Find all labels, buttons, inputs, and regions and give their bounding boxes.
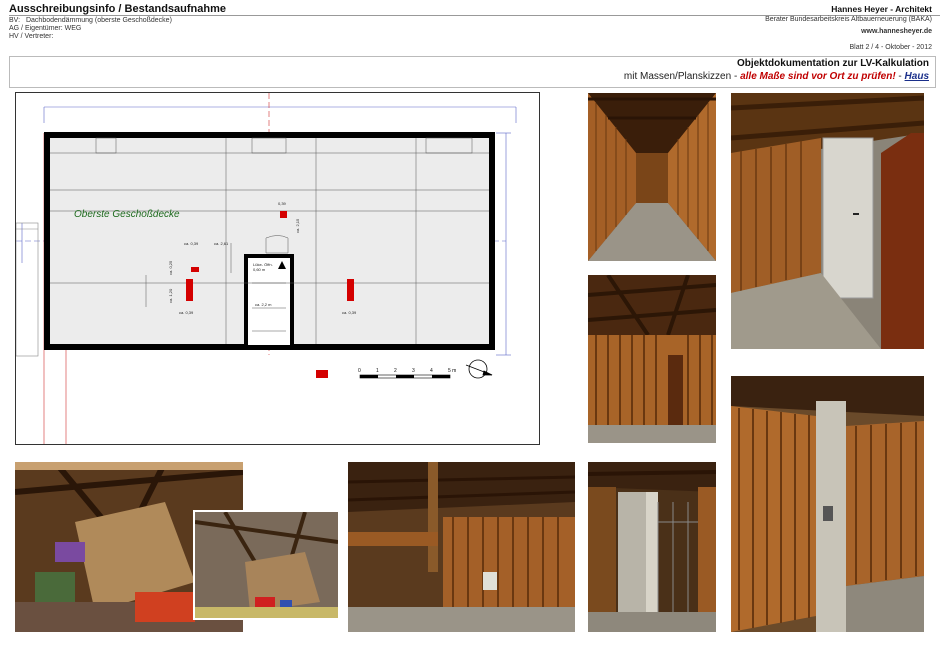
photo-attic-corridor bbox=[588, 93, 716, 261]
photo-attic-chimney bbox=[731, 376, 924, 632]
architect-name: Hannes Heyer - Architekt bbox=[831, 4, 932, 14]
floor-plan-drawing bbox=[16, 93, 539, 444]
architect-role: Berater Bundesarbeitskreis Altbauerneuerung (BAKA) bbox=[765, 16, 932, 23]
scale-tick: 3 bbox=[412, 368, 415, 374]
doc-heading: Objektdokumentation zur LV-Kalkulation bbox=[736, 58, 929, 69]
dim-label: ca. 0,25 bbox=[168, 260, 173, 275]
bv-value: Dachbodendämmung (oberste Geschoßdecke) bbox=[25, 17, 172, 24]
floor-plan bbox=[15, 92, 540, 445]
photo-attic-chimney-corridor bbox=[588, 462, 716, 632]
dim-label: Lüke- Öffn. bbox=[253, 262, 273, 267]
dim-label: 0,39 bbox=[278, 201, 286, 206]
bv-line bbox=[9, 17, 172, 25]
sub-link-haus[interactable]: Haus bbox=[904, 71, 929, 82]
dim-label: 0,60 m bbox=[253, 267, 266, 272]
plan-label: Oberste Geschoßdecke bbox=[74, 209, 180, 220]
photo-attic-door bbox=[731, 93, 924, 349]
scale-bar bbox=[358, 368, 456, 378]
sheet-info: Blatt 2 / 4 - Oktober - 2012 bbox=[849, 44, 932, 51]
dim-label: ca. 2,61 bbox=[214, 241, 229, 246]
dim-label: ca. 1,20 bbox=[168, 288, 173, 303]
scale-tick: 0 bbox=[358, 368, 361, 374]
sub-sep: - bbox=[895, 71, 905, 82]
photo-attic-compartments bbox=[588, 275, 716, 443]
dim-label: ca. 0,39 bbox=[342, 310, 357, 315]
sub-prefix: mit Massen/Planskizzen - bbox=[623, 71, 741, 82]
website-link[interactable]: www.hannesheyer.de bbox=[861, 28, 932, 35]
doc-subheading bbox=[624, 71, 929, 82]
ag-line: AG / Eigentümer: WEG bbox=[9, 25, 82, 32]
dim-label: ca. 2,2 m bbox=[255, 302, 272, 307]
dim-label: ca. 0,39 bbox=[184, 241, 199, 246]
bv-label: BV: bbox=[9, 17, 21, 24]
north-arrow-icon bbox=[466, 360, 492, 378]
document-title: Ausschreibungsinfo / Bestandsaufnahme bbox=[9, 3, 226, 15]
scale-tick: 1 bbox=[376, 368, 379, 374]
dim-label: ca. 0,39 bbox=[179, 310, 194, 315]
dim-label: ca. 2,15 bbox=[295, 218, 300, 233]
photo-attic-clutter-inset bbox=[193, 510, 340, 620]
scale-tick: 4 bbox=[430, 368, 433, 374]
scale-tick: 5 m bbox=[448, 368, 457, 374]
hv-line: HV / Vertreter: bbox=[9, 33, 54, 40]
sub-warning: alle Maße sind vor Ort zu prüfen! bbox=[740, 71, 896, 82]
photo-attic-beam bbox=[348, 462, 575, 632]
scale-tick: 2 bbox=[394, 368, 397, 374]
